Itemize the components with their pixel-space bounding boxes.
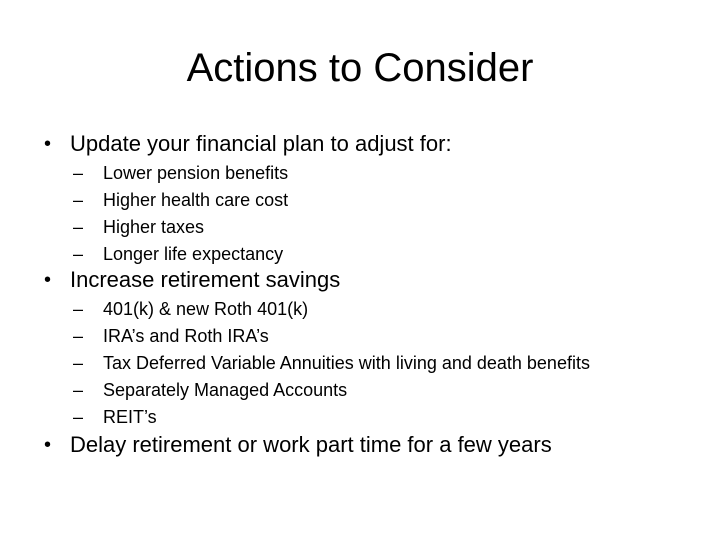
- dash-marker: –: [73, 190, 84, 210]
- bullet-text: Increase retirement savings: [70, 267, 341, 292]
- sub-item-text: Tax Deferred Variable Annuities with living and death benefits: [103, 353, 590, 373]
- dash-marker: –: [73, 299, 84, 319]
- dash-marker: –: [73, 353, 84, 373]
- bullet-marker: •: [44, 133, 52, 155]
- dash-marker: –: [73, 380, 84, 400]
- sub-item-text: REIT’s: [103, 407, 157, 427]
- sub-item-text: Higher taxes: [103, 217, 205, 237]
- sub-item-text: IRA’s and Roth IRA’s: [103, 326, 269, 346]
- sub-item-text: Longer life expectancy: [103, 244, 284, 264]
- sub-item-text: Separately Managed Accounts: [103, 380, 348, 400]
- slide-title: Actions to Consider: [186, 46, 534, 90]
- bullet-text: Delay retirement or work part time for a few years: [70, 432, 552, 457]
- bullet-marker: •: [44, 434, 52, 456]
- bullet-text: Update your financial plan to adjust for:: [70, 131, 452, 156]
- dash-marker: –: [73, 244, 84, 264]
- sub-item-text: Lower pension benefits: [103, 163, 289, 183]
- bullet-marker: •: [44, 269, 52, 291]
- dash-marker: –: [73, 326, 84, 346]
- dash-marker: –: [73, 163, 84, 183]
- sub-item-text: 401(k) & new Roth 401(k): [103, 299, 309, 319]
- sub-item-text: Higher health care cost: [103, 190, 289, 210]
- dash-marker: –: [73, 217, 84, 237]
- dash-marker: –: [73, 407, 84, 427]
